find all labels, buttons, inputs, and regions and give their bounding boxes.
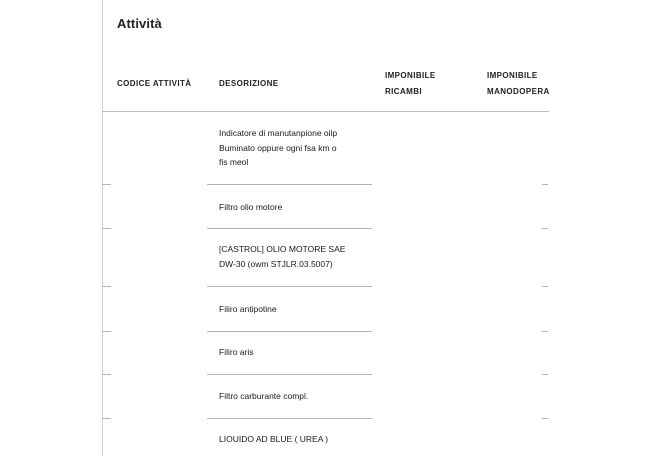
description-line: Filtro olio motore xyxy=(219,202,283,212)
column-header-line: RICAMBI xyxy=(385,87,423,96)
column-header-code: CODICE ATTIVITÀ xyxy=(117,79,192,88)
column-header-line: IMPONIBILE xyxy=(487,71,538,80)
row-divider xyxy=(207,418,372,419)
row-divider xyxy=(207,228,372,229)
row-tick-left xyxy=(102,374,111,375)
row-description xyxy=(219,345,369,360)
row-divider xyxy=(207,184,372,185)
row-tick-right xyxy=(542,184,548,185)
column-header-line: MANODOPERA xyxy=(487,87,550,96)
column-header-line: IMPONIBILE xyxy=(385,71,436,80)
row-divider xyxy=(207,331,372,332)
row-description xyxy=(219,432,369,447)
column-header-imponibile-manodopera xyxy=(487,68,550,100)
description-line: DW-30 (owm STJLR.03.5007) xyxy=(219,258,333,269)
row-divider xyxy=(207,374,372,375)
section-title: Attività xyxy=(117,16,162,31)
row-tick-right xyxy=(542,418,548,419)
row-tick-left xyxy=(102,286,111,287)
description-line: LIOUIDO AD BLUE ( UREA ) xyxy=(219,434,329,444)
row-tick-right xyxy=(542,286,548,287)
row-tick-left xyxy=(102,331,111,332)
row-divider xyxy=(207,286,372,287)
description-line: Buminato oppure ogni fsa km o xyxy=(219,142,337,153)
column-header-imponibile-ricambi xyxy=(385,68,436,100)
row-description xyxy=(219,389,369,404)
row-tick-right xyxy=(542,331,548,332)
description-line: Filiro antipotine xyxy=(219,304,277,314)
description-line: fis meol xyxy=(219,157,249,167)
row-tick-left xyxy=(102,228,111,229)
row-description xyxy=(219,242,369,271)
row-tick-right xyxy=(542,374,548,375)
description-line: [CASTROL] OLIO MOTORE SAE xyxy=(219,244,346,254)
description-line: Filtro carburante compl. xyxy=(219,391,309,401)
row-tick-right xyxy=(542,228,548,229)
column-header-description: DESORIZIONE xyxy=(219,79,279,88)
header-divider xyxy=(102,111,549,112)
row-description xyxy=(219,302,369,317)
row-description xyxy=(219,200,369,215)
row-tick-left xyxy=(102,184,111,185)
row-tick-left xyxy=(102,418,111,419)
description-line: Filiro aris xyxy=(219,347,254,357)
row-description xyxy=(219,126,369,170)
description-line: Indicatore di manutanpione oilp xyxy=(219,128,338,138)
